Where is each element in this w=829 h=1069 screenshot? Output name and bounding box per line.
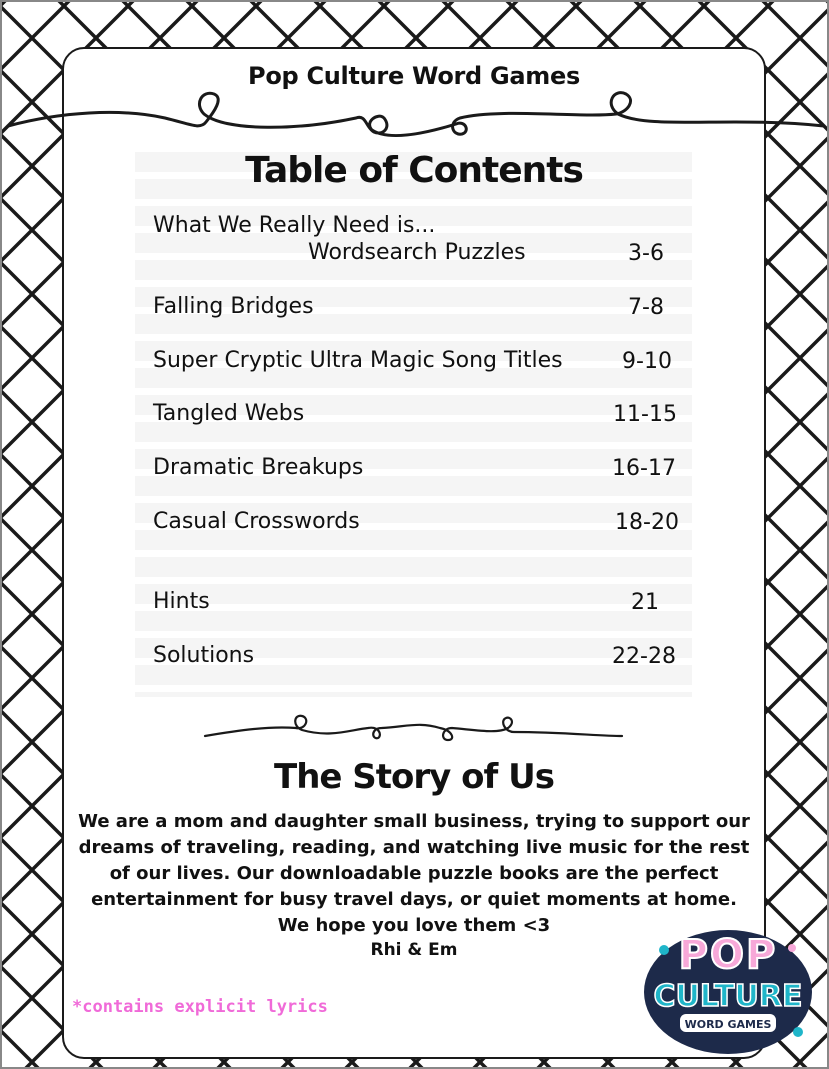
toc-entry-song-titles[interactable]: Super Cryptic Ultra Magic Song Titles bbox=[153, 348, 563, 373]
toc-pages-hints: 21 bbox=[631, 590, 659, 615]
story-body: We are a mom and daughter small business, trying to support our dreams of traveling, reading, and watching live music for the rest of our lives. Our downloadable puzzle books are the perfect entertainment for busy travel days, or quiet moments at home. bbox=[78, 811, 750, 910]
explicit-lyrics-note: *contains explicit lyrics bbox=[72, 997, 328, 1017]
toc-entry-solutions[interactable]: Solutions bbox=[153, 643, 255, 668]
svg-text:CULTURE: CULTURE bbox=[653, 979, 803, 1014]
svg-text:POP: POP bbox=[678, 932, 778, 978]
toc-entry-hints[interactable]: Hints bbox=[153, 589, 210, 614]
toc-pages-falling-bridges: 7-8 bbox=[628, 295, 664, 320]
story-signature: Rhi & Em bbox=[370, 940, 458, 960]
toc-entry-casual-crosswords[interactable]: Casual Crosswords bbox=[153, 509, 360, 534]
pop-culture-logo bbox=[642, 920, 814, 1058]
story-closing: We hope you love them <3 bbox=[277, 915, 551, 936]
toc-title: Table of Contents bbox=[245, 150, 583, 191]
toc-entry-tangled-webs[interactable]: Tangled Webs bbox=[153, 401, 305, 426]
story-title: The Story of Us bbox=[274, 757, 554, 797]
brand-header-title: Pop Culture Word Games bbox=[248, 62, 580, 90]
toc-entry-dramatic-breakups[interactable]: Dramatic Breakups bbox=[153, 455, 364, 480]
toc-pages-tangled-webs: 11-15 bbox=[613, 402, 677, 427]
svg-text:WORD GAMES: WORD GAMES bbox=[684, 1018, 772, 1031]
toc-pages-wordsearch: 3-6 bbox=[628, 241, 664, 266]
toc-entry-falling-bridges[interactable]: Falling Bridges bbox=[153, 294, 314, 319]
toc-pages-solutions: 22-28 bbox=[612, 644, 676, 669]
toc-pages-song-titles: 9-10 bbox=[622, 349, 672, 374]
toc-entry-wordsearch[interactable]: What We Really Need is... bbox=[153, 213, 436, 238]
toc-pages-dramatic-breakups: 16-17 bbox=[612, 456, 676, 481]
toc-pages-casual-crosswords: 18-20 bbox=[615, 510, 679, 535]
toc-entry-wordsearch-subtitle: Wordsearch Puzzles bbox=[308, 240, 526, 265]
